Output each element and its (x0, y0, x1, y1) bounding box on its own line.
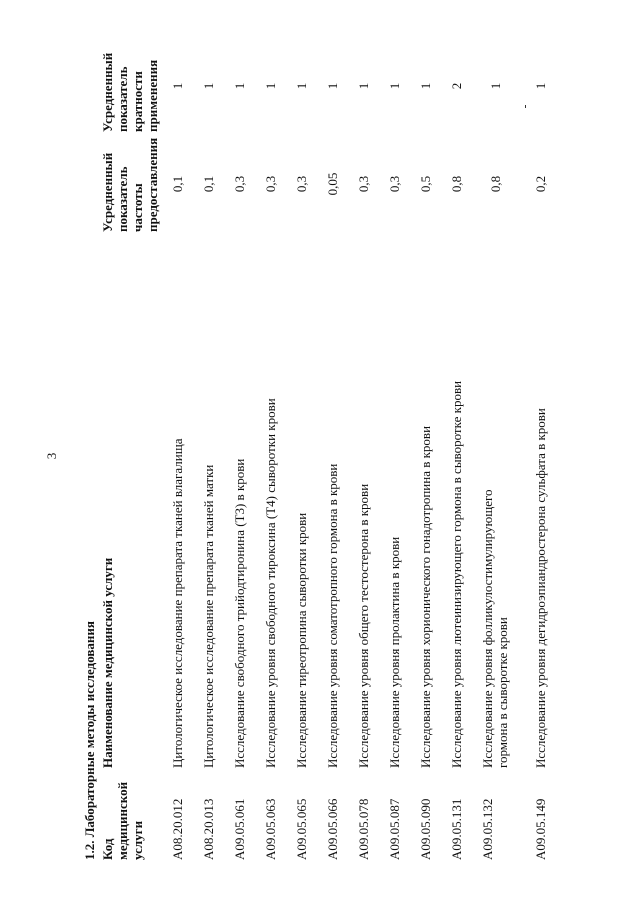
row-multiplicity: 1 (325, 82, 340, 90)
row-multiplicity: 1 (418, 82, 433, 90)
scan-mark (525, 105, 526, 108)
row-code: A09.05.087 (387, 798, 402, 860)
row-name: Исследование тиреотропина сыворотки крови (294, 512, 309, 768)
row-multiplicity: 1 (533, 82, 548, 90)
row-frequency: 0,8 (488, 175, 503, 193)
row-code: A09.05.063 (263, 798, 278, 860)
header-frequency: Усредненный показатель частоты предоставления (100, 137, 160, 232)
row-name: Цитологическое исследование препарата тканей матки (201, 464, 216, 768)
row-multiplicity: 2 (449, 82, 464, 90)
row-code: A09.05.065 (294, 798, 309, 860)
row-name: Исследование свободного трийодтиронина (Т3) в крови (232, 458, 247, 768)
row-code: A09.05.149 (533, 798, 548, 860)
row-name: Исследование уровня лютеинизирующего гормона в сыворотке крови (449, 380, 464, 768)
row-name: Исследование уровня пролактина в крови (387, 536, 402, 768)
row-name: Исследование уровня свободного тироксина (Т4) сыворотки крови (263, 398, 278, 768)
row-multiplicity: 1 (263, 82, 278, 90)
row-name: Исследование уровня хорионического гонадотропина в крови (418, 425, 433, 768)
row-name: Исследование уровня фолликулостимулирующего гормона в сыворотке крови (480, 489, 510, 768)
row-code: A09.05.061 (232, 798, 247, 860)
row-code: A08.20.012 (170, 798, 185, 860)
page-number: 3 (44, 452, 59, 460)
section-title: 1.2. Лабораторные методы исследования (82, 621, 97, 860)
row-frequency: 0,1 (201, 175, 216, 193)
row-frequency: 0,3 (263, 175, 278, 193)
row-name: Цитологическое исследование препарата тканей влагалища (170, 438, 185, 768)
row-code: A09.05.132 (480, 798, 495, 860)
row-frequency: 0,5 (418, 175, 433, 193)
row-code: A09.05.066 (325, 798, 340, 860)
row-name: Исследование уровня дегидроэпиандростерона сульфата в крови (533, 408, 548, 768)
row-frequency: 0,3 (387, 175, 402, 193)
row-frequency: 0,1 (170, 175, 185, 193)
header-code: Код медицинской услуги (100, 781, 145, 860)
row-name: Исследование уровня общего тестостерона в крови (356, 483, 371, 768)
header-multiplicity: Усредненный показатель кратности применения (100, 52, 160, 132)
row-frequency: 0,3 (232, 175, 247, 193)
row-frequency: 0,3 (294, 175, 309, 193)
row-multiplicity: 1 (488, 82, 503, 90)
row-frequency: 0,05 (325, 172, 340, 196)
row-code: A09.05.078 (356, 798, 371, 860)
row-multiplicity: 1 (201, 82, 216, 90)
row-multiplicity: 1 (170, 82, 185, 90)
table-sheet (80, 40, 560, 860)
row-code: A09.05.090 (418, 798, 433, 860)
row-name: Исследование уровня соматотропного гормона в крови (325, 463, 340, 768)
row-code: A08.20.013 (201, 798, 216, 860)
row-multiplicity: 1 (387, 82, 402, 90)
row-multiplicity: 1 (232, 82, 247, 90)
header-name: Наименование медицинской услуги (100, 557, 115, 768)
row-code: A09.05.131 (449, 798, 464, 860)
row-frequency: 0,2 (533, 175, 548, 193)
row-frequency: 0,8 (449, 175, 464, 193)
row-frequency: 0,3 (356, 175, 371, 193)
row-multiplicity: 1 (356, 82, 371, 90)
row-multiplicity: 1 (294, 82, 309, 90)
